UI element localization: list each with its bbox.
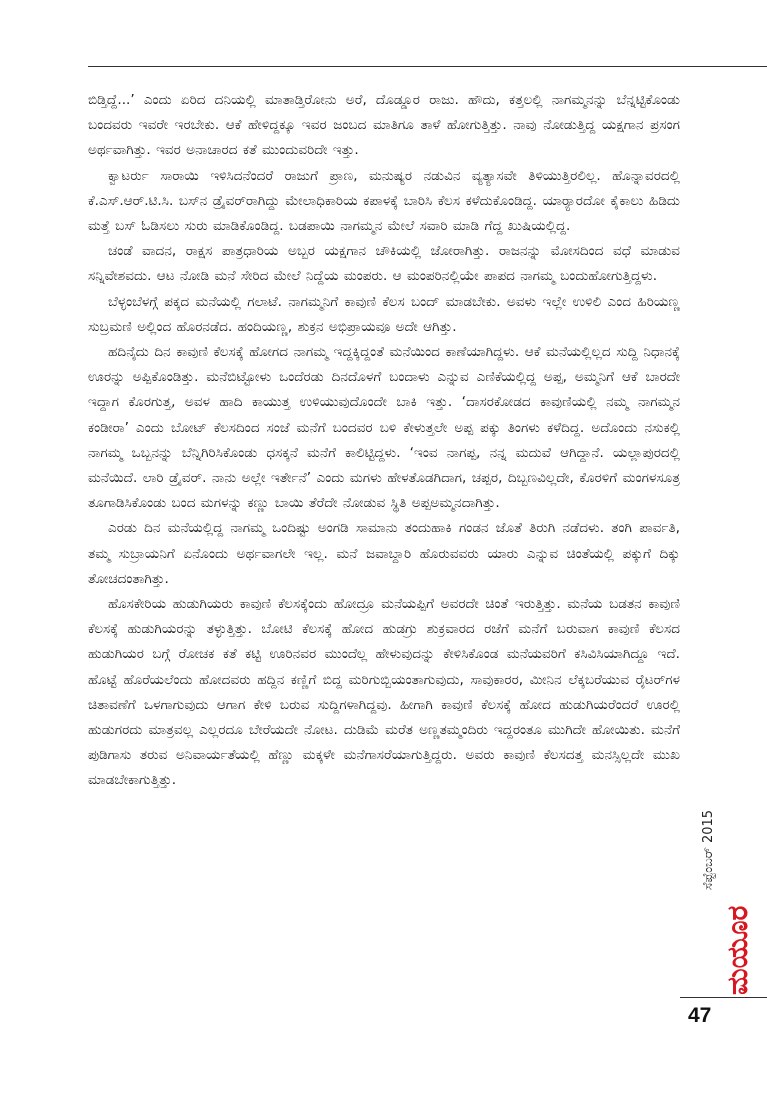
footer-rule	[680, 997, 767, 998]
paragraph-4: ಬೆಳ್ಳಂಬೆಳಗ್ಗೆ ಪಕ್ಕದ ಮನೆಯಲ್ಲಿ ಗಲಾಟೆ. ನಾಗಮ್ಮನಿಗೆ ಕಾವುಣಿ ಕೆಲಸ ಬಂದ್ ಮಾಡಬೇಕು. ಅವಳು ಇಲ್ಲೇ ಉಳಿಲಿ ಎಂದ ಹಿರಿಯಣ್ಣ ಸುಬ್ರಮಣಿ ಅಲ್ಲಿಂದ ಹೊರನಡೆದ. ಹಂದಿಯಣ್ಣ, ಶುಕ್ರನ ಅಭಿಪ್ರಾಯವೂ ಅದೇ ಆಗಿತ್ತು.	[88, 293, 680, 335]
paragraph-7: ಹೊಸಕೇರಿಯ ಹುಡುಗಿಯರು ಕಾವುಣಿ ಕೆಲಸಕ್ಕೆಂದು ಹೋದ್ರೂ ಮನೆಯಪ್ಪಿಗೆ ಅವರದೇ ಚಿಂತೆ ಇರುತ್ತಿತ್ತು. ಮನೆಯ ಬಡತನ ಕಾವುಣಿ ಕೆಲಸಕ್ಕೆ ಹುಡುಗಿಯರನ್ನು ತಳ್ಳುತ್ತಿತ್ತು. ಬೋಟಿ ಕೆಲಸಕ್ಕೆ ಹೋದ ಹುಡಗ್ರು ಶುಕ್ರವಾರದ ರಜೆಗೆ ಮನೆಗೆ ಬರುವಾಗ ಕಾವುಣಿ ಕೆಲಸದ ಹುಡುಗಿಯರ ಬಗ್ಗೆ ರೋಚಕ ಕತೆ ಕಟ್ಟಿ ಊರಿನವರ ಮುಂದೆಲ್ಲ ಹೇಳುವುದನ್ನು ಕೇಳಿಸಿಕೊಂಡ ಮನೆಯವರಿಗೆ ಕಸಿವಿಸಿಯಾಗಿದ್ದೂ ಇದೆ. ಹೊಟ್ಟೆ ಹೊರೆಯಲೆಂದು ಹೋದವರು ಹದ್ದಿನ ಕಣ್ಣಿಗೆ ಬಿದ್ದ ಮರಿಗುಬ್ಬಿಯಂತಾಗುವುದು, ಸಾವುಕಾರರ, ಮೀನಿನ ಲೆಕ್ಕಬರೆಯುವ ರೈಟರ್‌ಗಳ ಚಿತಾವಣೆಗೆ ಒಳಗಾಗುವುದು ಆಗಾಗ ಕೇಳಿ ಬರುವ ಸುದ್ದಿಗಳಾಗಿದ್ದವು. ಹೀಗಾಗಿ ಕಾವುಣಿ ಕೆಲಸಕ್ಕೆ ಹೋದ ಹುಡುಗಿಯರೆಂದರೆ ಊರಲ್ಲಿ ಹುಡುಗರದು ಮಾತ್ರವಲ್ಲ ಎಲ್ಲರದೂ ಬೇರೆಯದೇ ನೋಟ. ದುಡಿಮೆ ಮರೆತ ಅಣ್ಣತಮ್ಮಂದಿರು ಇದ್ದರಂತೂ ಮುಗಿದೇ ಹೋಯಿತು. ಮನೆಗೆ ಪುಡಿಗಾಸು ತರುವ ಅನಿವಾರ್ಯತೆಯಲ್ಲಿ ಹೆಣ್ಣು ಮಕ್ಕಳೇ ಮನೆಗಾಸರೆಯಾಗುತ್ತಿದ್ದರು. ಅವರು ಕಾವುಣಿ ಕೆಲಸದತ್ತ ಮನಸ್ಸಿಲ್ಲದೇ ಮುಖ ಮಾಡಬೇಕಾಗುತ್ತಿತ್ತು.	[88, 596, 680, 789]
page-number: 47	[688, 1004, 712, 1027]
article-body	[88, 88, 680, 794]
side-masthead	[677, 770, 767, 1000]
issue-date: ಸೆಪ್ಟೆಂಬರ್ 2015	[701, 809, 716, 890]
paragraph-2: ಕ್ವಾಟರ್ರು ಸಾರಾಯಿ ಇಳಿಸಿದನೆಂದರೆ ರಾಜುಗೆ ಪ್ರಾಣ, ಮನುಷ್ಯರ ನಡುವಿನ ವ್ಯತ್ಯಾಸವೇ ತಿಳಿಯುತ್ತಿರಲಿಲ್ಲ. ಹೊನ್ನಾವರದಲ್ಲಿ ಕೆ.ಎಸ್.ಆರ್.ಟಿ.ಸಿ. ಬಸ್‌ನ ಡ್ರೈವರ್‌ರಾಗಿದ್ದು ಮೇಲಾಧಿಕಾರಿಯ ಕಪಾಳಕ್ಕೆ ಬಾರಿಸಿ ಕೆಲಸ ಕಳೆದುಕೊಂಡಿದ್ದ. ಯಾರ್‍ಯಾರದೋ ಕೈಕಾಲು ಹಿಡಿದು ಮತ್ತೆ ಬಸ್ ಓಡಿಸಲು ಸುರು ಮಾಡಿಕೊಂಡಿದ್ದ. ಬಡಪಾಯಿ ನಾಗಮ್ಮನ ಮೇಲೆ ಸವಾರಿ ಮಾಡಿ ಗೆದ್ದ ಖುಷಿಯಲ್ಲಿದ್ದ.	[88, 167, 680, 235]
paragraph-6: ಎರಡು ದಿನ ಮನೆಯಲ್ಲಿದ್ದ ನಾಗಮ್ಮ ಒಂದಿಷ್ಟು ಅಂಗಡಿ ಸಾಮಾನು ತಂದುಹಾಕಿ ಗಂಡನ ಜೊತೆ ತಿರುಗಿ ನಡೆದಳು. ತಂಗಿ ಪಾರ್ವತಿ, ತಮ್ಮ ಸುಬ್ರಾಯನಿಗೆ ಏನೊಂದು ಅರ್ಥವಾಗಲೇ ಇಲ್ಲ. ಮನೆ ಜವಾಬ್ದಾರಿ ಹೊರುವವರು ಯಾರು ಎನ್ನುವ ಚಿಂತೆಯಲ್ಲಿ ಪಕ್ಕುಗೆ ದಿಕ್ಕು ತೋಚದಂತಾಗಿತ್ತು.	[88, 520, 680, 587]
header-rule	[88, 66, 767, 67]
paragraph-1: ಬಿಡ್ತಿದ್ದೆ...’ ಎಂದು ಏರಿದ ದನಿಯಲ್ಲಿ ಮಾತಾಡ್ತಿರೋನು ಅರೆ, ದೊಡ್ಡೂರ ರಾಜು. ಹೌದು, ಕತ್ತಲಲ್ಲಿ ನಾಗಮ್ಮನನ್ನು ಬೆನ್ನಟ್ಟಿಕೊಂಡು ಬಂದವರು ಇವರೇ ಇರಬೇಕು. ಆಕೆ ಹೇಳಿದ್ದಕ್ಕೂ ಇವರ ಜಂಬದ ಮಾತಿಗೂ ತಾಳೆ ಹೋಗುತ್ತಿತ್ತು. ನಾವು ನೋಡುತ್ತಿದ್ದ ಯಕ್ಷಗಾನ ಪ್ರಸಂಗ ಅರ್ಥವಾಗಿತ್ತು. ಇವರ ಅನಾಚಾರದ ಕತೆ ಮುಂದುವರಿದೇ ಇತ್ತು.	[88, 92, 680, 159]
paragraph-5: ಹದಿನೈದು ದಿನ ಕಾವುಣಿ ಕೆಲಸಕ್ಕೆ ಹೋಗದ ನಾಗಮ್ಮ ಇದ್ದಕ್ಕಿದ್ದಂತೆ ಮನೆಯಿಂದ ಕಾಣೆಯಾಗಿದ್ದಳು. ಆಕೆ ಮನೆಯಲ್ಲಿಲ್ಲದ ಸುದ್ದಿ ನಿಧಾನಕ್ಕೆ ಊರನ್ನು ಅಪ್ಪಿಕೊಂಡಿತ್ತು. ಮನೆಬಿಟ್ಟೋಳು ಒಂದೆರಡು ದಿನದೊಳಗೆ ಬಂದಾಳು ಎನ್ನುವ ಎಣಿಕೆಯಲ್ಲಿದ್ದ ಅಪ್ಪ, ಅಮ್ಮನಿಗೆ ಆಕೆ ಬಾರದೇ ಇದ್ದಾಗ ಕೊರಗುತ್ತ, ಅವಳ ಹಾದಿ ಕಾಯುತ್ತ ಉಳಿಯುವುದೊಂದೇ ಬಾಕಿ ಇತ್ತು. ‘ದಾಸರಕೋಡದ ಕಾವುಣಿಯಲ್ಲಿ ನಮ್ಮ ನಾಗಮ್ಮನ ಕಂಡೀರಾ’ ಎಂದು ಬೋಟ್ ಕೆಲಸದಿಂದ ಸಂಜೆ ಮನೆಗೆ ಬಂದವರ ಬಳಿ ಕೇಳುತ್ತಲೇ ಅಪ್ಪ ಪಕ್ಕು ತಿಂಗಳು ಕಳೆದಿದ್ದ. ಅದೊಂದು ನಸುಕಲ್ಲಿ ನಾಗಮ್ಮ ಒಬ್ಬನನ್ನು ಬೆನ್ನಿಗಿರಿಸಿಕೊಂಡು ಧಸಕ್ಕನೆ ಮನೆಗೆ ಕಾಲಿಟ್ಟಿದ್ದಳು. ‘ಇಂವ ನಾಗಪ್ಪ, ನನ್ನ ಮದುವೆ ಆಗಿದ್ದಾನೆ. ಯಲ್ಲಾಪುರದಲ್ಲಿ ಮನೆಯಿದೆ. ಲಾರಿ ಡ್ರೈವರ್. ನಾನು ಅಲ್ಲೇ ಇರ್ತೇನೆ’ ಎಂದು ಮಗಳು ಹೇಳತೊಡಗಿದಾಗ, ಚಪ್ಪರ, ದಿಬ್ಬಣವಿಲ್ಲದೇ, ಕೊರಳಿಗೆ ಮಂಗಳಸೂತ್ರ ತೂಗಾಡಿಸಿಕೊಂಡು ಬಂದ ಮಗಳನ್ನು ಕಣ್ಣು ಬಾಯಿ ತೆರೆದೇ ನೋಡುವ ಸ್ಥಿತಿ ಅಪ್ಪಅಮ್ಮನದಾಗಿತ್ತು.	[88, 344, 680, 512]
paragraph-3: ಚಂಡೆ ವಾದನ, ರಾಕ್ಷಸ ಪಾತ್ರಧಾರಿಯ ಅಬ್ಬರ ಯಕ್ಷಗಾನ ಚೌಕಿಯಲ್ಲಿ ಜೋರಾಗಿತ್ತು. ರಾಜನನ್ನು ಮೋಸದಿಂದ ವಧೆ ಮಾಡುವ ಸನ್ನಿವೇಶವದು. ಆಟ ನೋಡಿ ಮನೆ ಸೇರಿದ ಮೇಲೆ ನಿದ್ದೆಯ ಮಂಪರು. ಆ ಮಂಪರಿನಲ್ಲಿಯೇ ಪಾಪದ ನಾಗಮ್ಮ ಬಂದುಹೋಗುತ್ತಿದ್ದಳು.	[88, 243, 680, 285]
magazine-logo: ಮಯೂರ	[721, 905, 754, 995]
